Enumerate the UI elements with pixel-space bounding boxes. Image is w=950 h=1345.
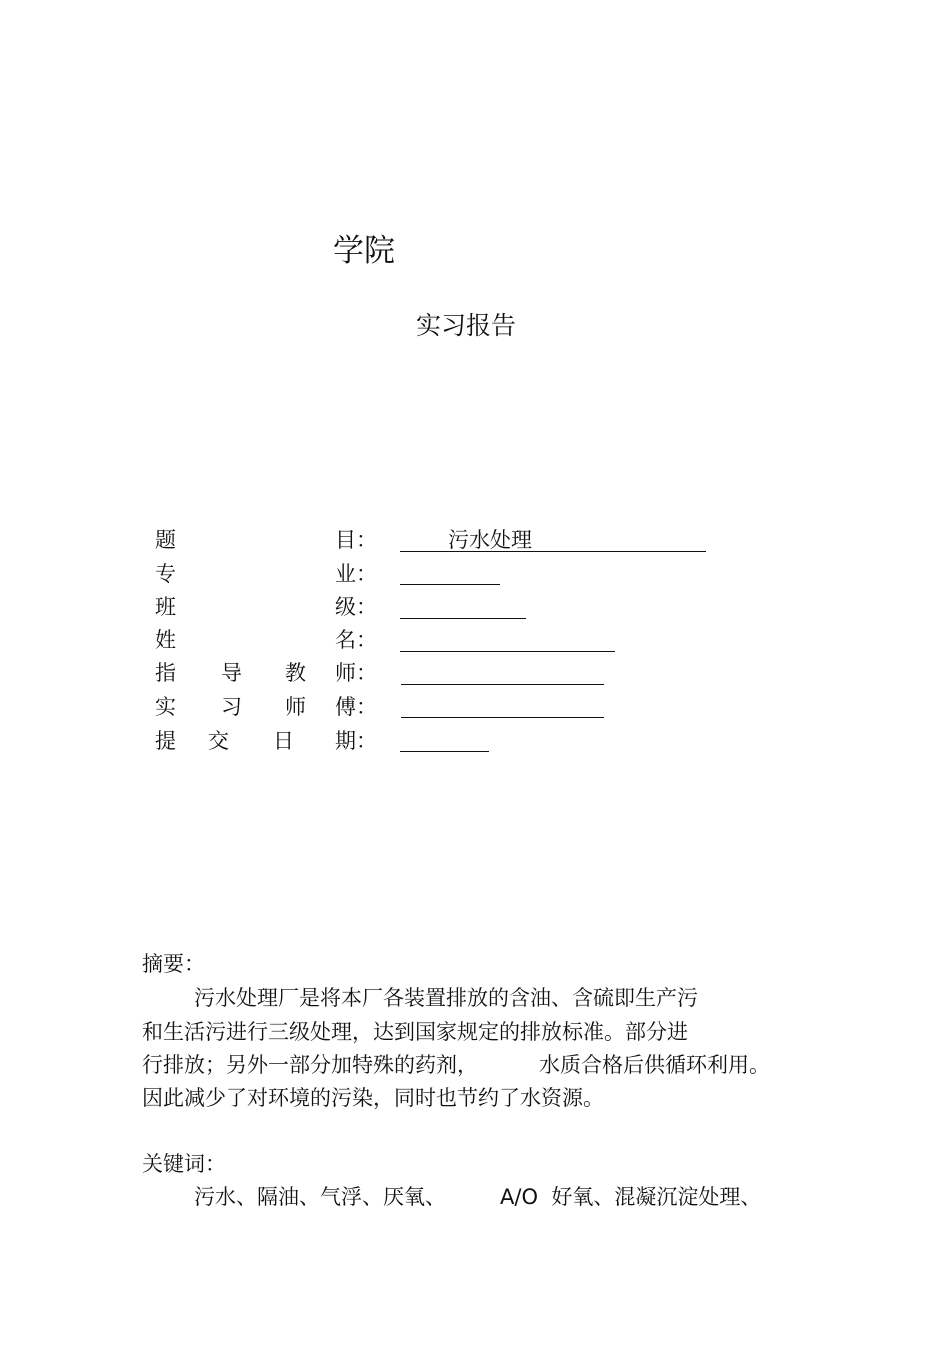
advisor-label-char-3: 教 (285, 661, 306, 685)
keywords-line-part-1: 污水、隔油、气浮、厌氧、 (194, 1185, 446, 1209)
abstract-line-3a: 行排放；另外一部分加特殊的药剂， (142, 1053, 478, 1077)
name-colon: ： (356, 628, 377, 652)
name-label-char-2: 名 (335, 628, 356, 652)
date-label-char-2: 交 (208, 729, 229, 753)
abstract-line-1: 污水处理厂是将本厂各装置排放的含油、含硫即生产污 (194, 986, 698, 1010)
topic-colon: ： (356, 528, 377, 552)
abstract-line-4: 因此减少了对环境的污染，同时也节约了水资源。 (142, 1086, 604, 1110)
advisor-label-char-4: 师 (335, 661, 356, 685)
name-label-char-1: 姓 (155, 628, 176, 652)
keywords-line-part-2: A/O 好氧、混凝沉淀处理、 (500, 1185, 762, 1209)
abstract-heading: 摘要： (142, 952, 205, 976)
advisor-label-char-2: 导 (221, 661, 242, 685)
date-label-char-1: 提 (155, 729, 176, 753)
major-colon: ： (356, 562, 377, 586)
mentor-label-char-2: 习 (221, 695, 242, 719)
class-colon: ： (356, 595, 377, 619)
date-underline (400, 751, 489, 752)
abstract-line-3b: 水质合格后供循环利用。 (539, 1053, 770, 1077)
advisor-label-char-1: 指 (155, 661, 176, 685)
mentor-colon: ： (356, 695, 377, 719)
college-name: 学院 (333, 233, 395, 269)
class-label-char-2: 级 (335, 595, 356, 619)
date-colon: ： (356, 729, 377, 753)
class-label-char-1: 班 (155, 595, 176, 619)
topic-label-char-2: 目 (335, 528, 356, 552)
date-label-char-3: 日 (273, 729, 294, 753)
major-label-char-2: 业 (335, 562, 356, 586)
mentor-underline (401, 717, 604, 718)
abstract-line-2: 和生活污进行三级处理，达到国家规定的排放标准。部分进 (142, 1020, 688, 1044)
date-label-char-4: 期 (335, 729, 356, 753)
advisor-colon: ： (356, 661, 377, 685)
class-underline (400, 618, 526, 619)
mentor-label-char-1: 实 (155, 695, 176, 719)
report-title: 实习报告 (416, 311, 517, 340)
keywords-heading: 关键词： (142, 1152, 226, 1176)
major-underline (400, 584, 500, 585)
topic-label-char-1: 题 (155, 528, 176, 552)
name-underline (400, 651, 615, 652)
mentor-label-char-4: 傅 (335, 695, 356, 719)
topic-value: 污水处理 (448, 528, 532, 552)
advisor-underline (401, 684, 604, 685)
major-label-char-1: 专 (155, 562, 176, 586)
mentor-label-char-3: 师 (285, 695, 306, 719)
